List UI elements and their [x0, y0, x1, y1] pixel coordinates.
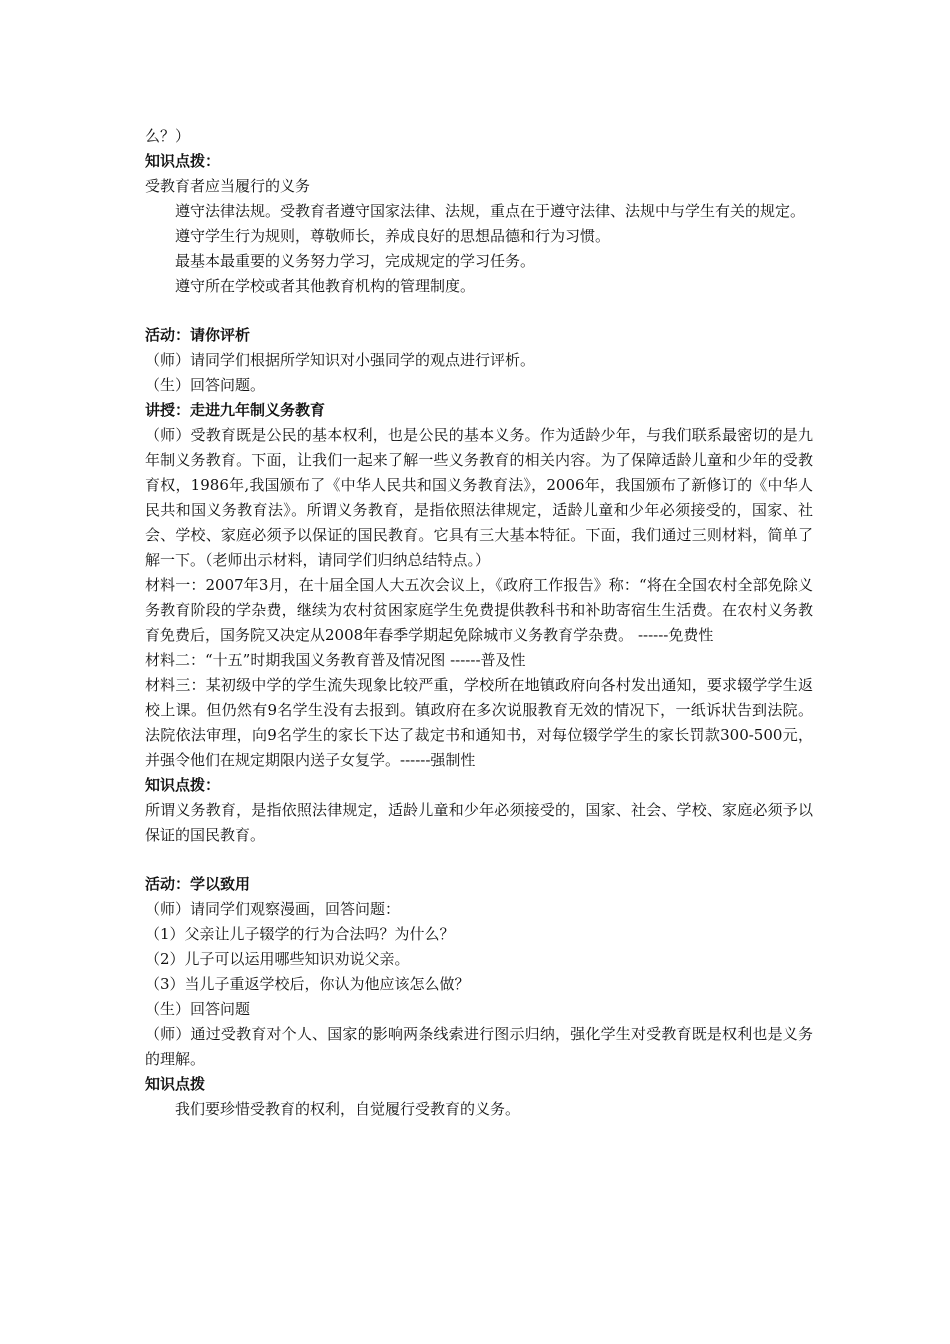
- activity2-line-1: （师）请同学们观察漫画，回答问题：: [145, 900, 401, 918]
- duty-item-1: 遵守法律法规。受教育者遵守国家法律、法规，重点在于遵守法律、法规中与学生有关的规定。: [175, 202, 806, 220]
- lecture-heading: 讲授：走进九年制义务教育: [145, 401, 326, 419]
- continued-fragment: 么？）: [145, 127, 191, 145]
- activity2-line-5: （生）回答问题: [145, 1000, 251, 1018]
- knowledge-heading-1: 知识点拨：: [145, 152, 221, 170]
- duty-item-3: 最基本最重要的义务努力学习，完成规定的学习任务。: [175, 252, 536, 270]
- definition-paragraph: 所谓义务教育，是指依照法律规定，适龄儿童和少年必须接受的，国家、社会、学校、家庭必须予以保证的国民教育。: [145, 801, 813, 844]
- knowledge-heading-3: 知识点拨: [145, 1075, 206, 1093]
- activity2-paragraph: （师）通过受教育对个人、国家的影响两条线索进行图示归纳，强化学生对受教育既是权利也是义务的理解。: [145, 1025, 813, 1068]
- duty-item-2: 遵守学生行为规则，尊敬师长，养成良好的思想品德和行为习惯。: [175, 227, 611, 245]
- activity1-line-2: （生）回答问题。: [145, 376, 266, 394]
- activity-heading-1: 活动：请你评析: [145, 326, 251, 344]
- material-one: 材料一：2007年3月，在十届全国人大五次会议上，《政府工作报告》称：“将在全国农村全部免除义务教育阶段的学杂费，继续为农村贫困家庭学生免费提供教科书和补助寄宿生生活费。在农村义务教育免费后，国务院又决定从2008年春季学期起免除城市义务教育学杂费。 ------免费性: [145, 576, 813, 644]
- material-three: 材料三：某初级中学的学生流失现象比较严重，学校所在地镇政府向各村发出通知，要求辍学学生返校上课。但仍然有9名学生没有去报到。镇政府在多次说服教育无效的情况下，一纸诉状告到法院。法院依法审理，向9名学生的家长下达了裁定书和通知书，对每位辍学学生的家长罚款300-500元，并强令他们在规定期限内送子女复学。------强制性: [145, 676, 813, 769]
- question-1: （1）父亲让儿子辍学的行为合法吗？为什么？: [145, 925, 455, 943]
- spacer: [145, 848, 813, 872]
- knowledge-heading-2: 知识点拨：: [145, 776, 221, 794]
- material-two: 材料二：“十五”时期我国义务教育普及情况图 ------普及性: [145, 651, 526, 669]
- lecture-paragraph: （师）受教育既是公民的基本权利，也是公民的基本义务。作为适龄少年，与我们联系最密切的是九年制义务教育。下面，让我们一起来了解一些义务教育的相关内容。为了保障适龄儿童和少年的受教育权，1986年,我国颁布了《中华人民共和国义务教育法》，2006年，我国颁布了新修订的《中华人民共和国义务教育法》。所谓义务教育，是指依照法律规定，适龄儿童和少年必须接受的，国家、社会、学校、家庭必须予以保证的国民教育。它具有三大基本特征。下面，我们通过三则材料，简单了解一下。（老师出示材料，请同学们归纳总结特点。）: [145, 426, 813, 569]
- duties-subtitle: 受教育者应当履行的义务: [145, 177, 311, 195]
- activity1-line-1: （师）请同学们根据所学知识对小强同学的观点进行评析。: [145, 351, 536, 369]
- duty-item-4: 遵守所在学校或者其他教育机构的管理制度。: [175, 277, 476, 295]
- document-body: [145, 124, 813, 1122]
- activity-heading-2: 活动：学以致用: [145, 875, 251, 893]
- question-2: （2）儿子可以运用哪些知识劝说父亲。: [145, 950, 410, 968]
- spacer: [145, 299, 813, 323]
- question-3: （3）当儿子重返学校后，你认为他应该怎么做？: [145, 975, 470, 993]
- conclusion-line: 我们要珍惜受教育的权利，自觉履行受教育的义务。: [175, 1100, 521, 1118]
